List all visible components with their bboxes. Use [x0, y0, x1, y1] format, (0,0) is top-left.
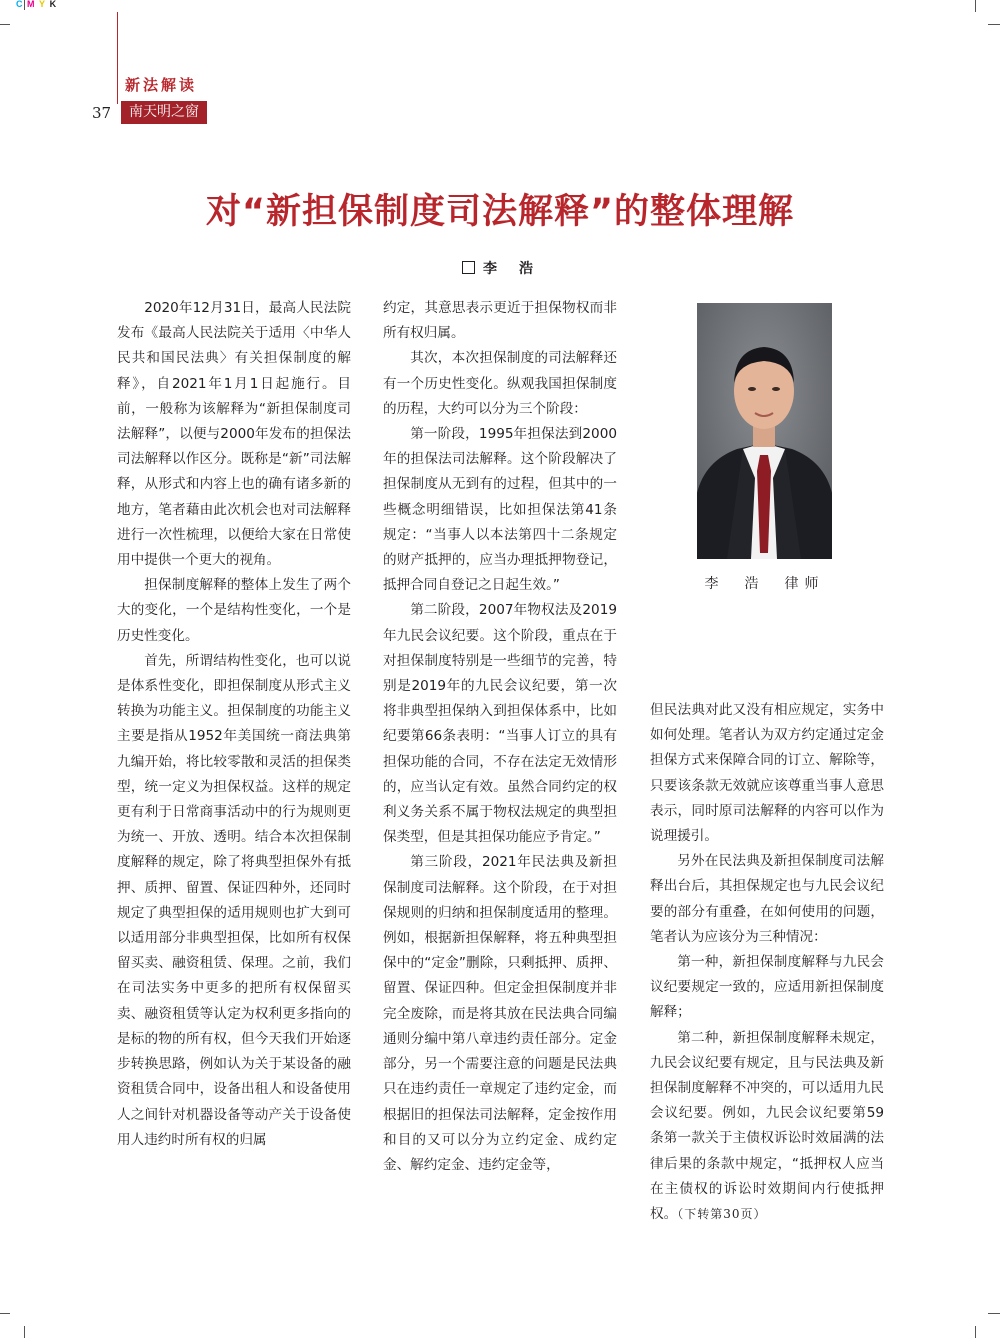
paragraph: 约定，其意思表示更近于担保物权而非所有权归属。 [383, 300, 617, 342]
paragraph: 第一种，新担保制度解释与九民会议纪要规定一致的，应适用新担保制度解释； [650, 954, 884, 1021]
paragraph [650, 1026, 884, 1228]
article-title: 对“新担保制度司法解释”的整体理解 [205, 192, 794, 232]
author-photo [697, 303, 832, 559]
section-label: 新法解读 [125, 76, 198, 94]
crop-mark [988, 24, 1000, 25]
paragraph: 第三阶段，2021年民法典及新担保制度司法解释。这个阶段，在于对担保规则的归纳和担保制度适用的整理。例如，根据新担保解释，将五种典型担保中的“定金”删除，只剩抵押、质押、留置、保证四种。但定金担保制度并非完全废除，而是将其放在民法典合同编通则分编中第八章违约责任部分。定金部分，另一个需要注意的问题是民法典只在违约责任一章规定了违约定金，而根据旧的担保法司法解释，定金按作用和目的又可以分为立约定金、成约定金、解约定金、违约定金等， [383, 854, 617, 1173]
crop-mark [975, 1326, 976, 1338]
paragraph: 另外在民法典及新担保制度司法解释出台后，其担保规定也与九民会议纪要的部分有重叠，在如何使用的问题，笔者认为应该分为三种情况： [650, 853, 884, 945]
author-name: 李 浩 [483, 261, 537, 277]
byline-box-icon [462, 261, 475, 274]
crop-mark [0, 1313, 10, 1314]
column-2 [383, 296, 617, 1178]
continued-note: （下转第30页） [677, 1207, 767, 1222]
cmyk-y: Y [39, 0, 47, 9]
paragraph: 首先，所谓结构性变化，也可以说是体系性变化，即担保制度从形式主义转换为功能主义。担保制度的功能主义主要是指从1952年美国统一商法典第九编开始，将比较零散和灵活的担保类型，统一定义为担保权益。这样的规定更有利于日常商事活动中的行为规则更为统一、开放、透明。结合本次担保制度解释的规定，除了将典型担保外有抵押、质押、留置、保证四种外，还同时规定了典型担保的适用规则也扩大到可以适用部分非典型担保，比如所有权保留买卖、融资租赁、保理。之前，我们在司法实务中更多的把所有权保留买卖、融资租赁等认定为权利更多指向的是标的物的所有权，但今天我们开始逐步转换思路，例如认为关于某设备的融资租赁合同中，设备出租人和设备使用人之间针对机器设备等动产关于设备使用人违约时所有权的归属 [117, 652, 351, 1148]
author-byline [462, 258, 537, 278]
crop-mark [975, 0, 976, 12]
column-tag: 南天明之窗 [121, 101, 207, 124]
paragraph: 担保制度解释的整体上发生了两个大的变化，一个是结构性变化，一个是历史性变化。 [117, 577, 351, 644]
portrait-icon [697, 303, 832, 559]
cmyk-c: C [16, 0, 24, 9]
paragraph: 第二阶段，2007年物权法及2019年九民会议纪要。这个阶段，重点在于对担保制度特别是一些细节的完善，特别是2019年的九民会议纪要，第一次将非典型担保纳入到担保体系中，比如纪要第66条表明：“当事人订立的具有担保功能的合同，不存在法定无效情形的，应当认定有效。虽然合同约定的权利义务关系不属于物权法规定的典型担保类型，但是其担保功能应予肯定。” [383, 602, 617, 846]
paragraph: 但民法典对此又没有相应规定，实务中如何处理。笔者认为双方约定通过定金担保方式来保障合同的订立、解除等，只要该条款无效就应该尊重当事人意思表示，同时原司法解释的内容可以作为说理援引。 [650, 702, 884, 845]
column-1 [117, 296, 351, 1153]
page-number: 37 [92, 104, 112, 122]
column-3 [650, 698, 884, 1227]
paragraph-text: 第二种，新担保制度解释未规定，九民会议纪要有规定，且与民法典及新担保制度解释不冲突的，可以适用九民会议纪要。例如，九民会议纪要第59条第一款关于主债权诉讼时效届满的法律后果的条款中规定，“抵押权人应当在主债权的诉讼时效期间内行使抵押权。 [650, 1029, 884, 1223]
paragraph: 2020年12月31日，最高人民法院发布《最高人民法院关于适用〈中华人民共和国民法典〉有关担保制度的解释》，自2021年1月1日起施行。目前，一般称为该解释为“新担保制度司法解释”，以便与2000年发布的担保法司法解释以作区分。既称是“新”司法解释，从形式和内容上也的确有诸多新的地方，笔者藉由此次机会也对司法解释进行一次性梳理，以便给大家在日常使用中提供一个更大的视角。 [117, 300, 351, 569]
crop-mark [24, 1326, 25, 1338]
paragraph: 第一阶段，1995年担保法到2000年的担保法司法解释。这个阶段解决了担保制度从无到有的过程，但其中的一些概念明细错误，比如担保法第41条规定：“当事人以本法第四十二条规定的财产抵押的，应当办理抵押物登记，抵押合同自登记之日起生效。” [383, 426, 617, 594]
crop-mark [988, 1313, 1000, 1314]
cmyk-m: M [27, 0, 36, 9]
crop-mark [0, 24, 10, 25]
paragraph: 其次，本次担保制度的司法解释还有一个历史性变化。纵观我国担保制度的历程，大约可以分为三个阶段： [383, 350, 617, 417]
cmyk-marks [16, 0, 57, 9]
header-rule [117, 12, 118, 104]
cmyk-k: K [49, 0, 58, 9]
photo-caption: 李 浩 律师 [704, 576, 825, 592]
